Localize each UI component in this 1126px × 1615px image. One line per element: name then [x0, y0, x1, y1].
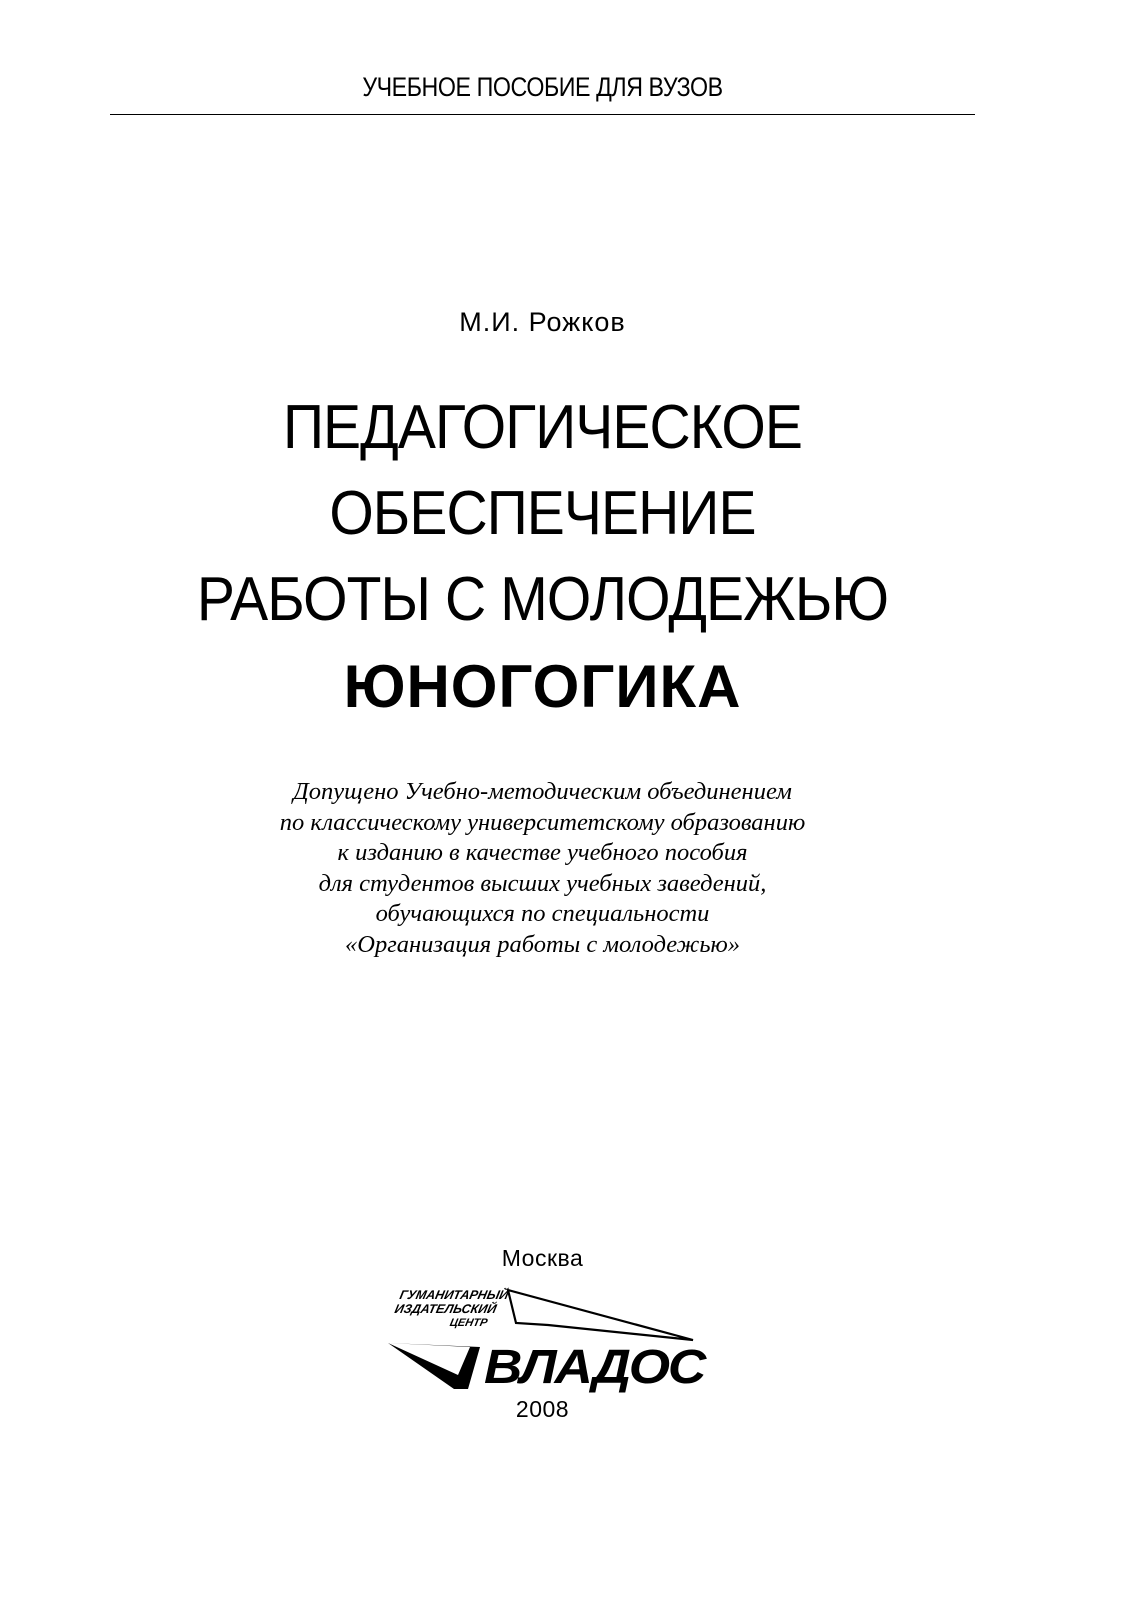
publisher-tagline-2: ИЗДАТЕЛЬСКИЙ	[393, 1302, 498, 1316]
approval-line-1: Допущено Учебно-методическим объединением	[293, 778, 792, 805]
publisher-tagline-3: ЦЕНТР	[448, 1317, 489, 1329]
series-heading: УЧЕБНОЕ ПОСОБИЕ ДЛЯ ВУЗОВ	[362, 72, 723, 102]
approval-notice	[0, 777, 1085, 960]
series-divider	[110, 114, 975, 115]
approval-line-5: обучающихся по специальности	[375, 900, 710, 927]
publisher-name: ВЛАДОС	[484, 1341, 708, 1394]
subtitle: ЮНОГОГИКА	[343, 653, 742, 720]
publisher-tagline-1: ГУМАНИТАРНЫЙ	[398, 1288, 510, 1302]
publisher-logo	[388, 1285, 713, 1395]
publication-city: Москва	[501, 1245, 584, 1271]
author-name: М.И. Рожков	[459, 307, 626, 337]
approval-line-3: к изданию в качестве учебного пособия	[337, 839, 748, 866]
title-line-1: ПЕДАГОГИЧЕСКОЕ	[282, 393, 803, 462]
approval-line-2: по классическому университетскому образованию	[279, 808, 806, 836]
title-line-3: РАБОТЫ С МОЛОДЕЖЬЮ	[196, 565, 889, 634]
approval-line-6: «Организация работы с молодежью»	[345, 930, 740, 958]
publication-year: 2008	[515, 1396, 570, 1422]
title-line-2: ОБЕСПЕЧЕНИЕ	[329, 479, 756, 548]
approval-line-4: для студентов высших учебных заведений,	[318, 869, 767, 897]
